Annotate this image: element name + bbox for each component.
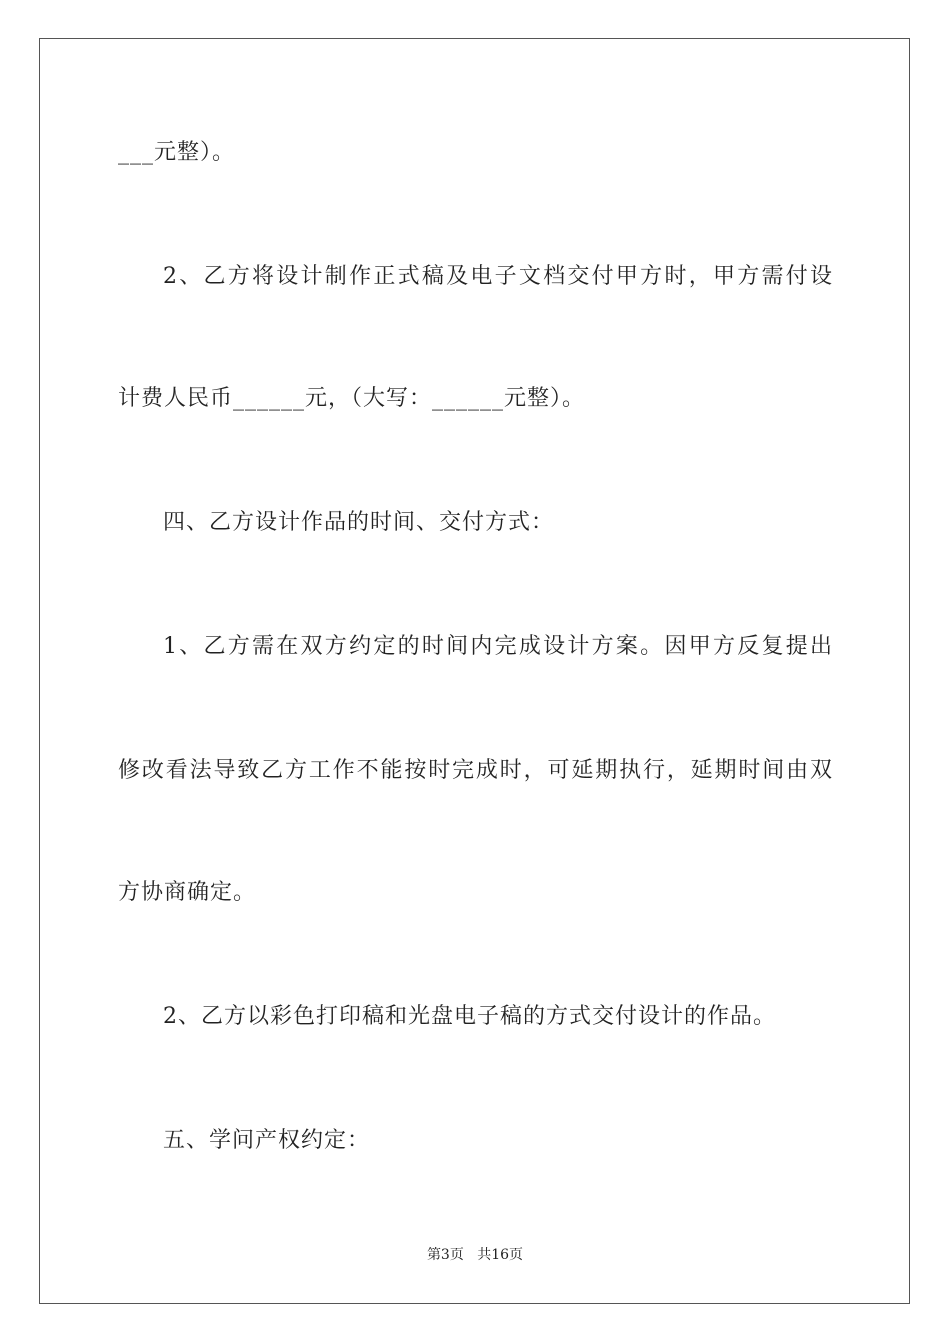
page-number: 第3页 xyxy=(426,1247,464,1263)
text-line: 1、乙方需在双方约定的时间内完成设计方案。因甲方反复提出 xyxy=(163,634,832,659)
section-heading: 五、学问产权约定： xyxy=(163,1128,371,1153)
text-line: ___元整）。 xyxy=(118,140,236,165)
text-line: 方协商确定。 xyxy=(118,880,257,905)
text-line: 计费人民币______元，（大写：______元整）。 xyxy=(118,386,586,411)
text-line: 2、乙方将设计制作正式稿及电子文档交付甲方时，甲方需付设 xyxy=(163,264,832,289)
text-line: 修改看法导致乙方工作不能按时完成时，可延期执行，延期时间由双 xyxy=(118,758,832,783)
text-line: 2、乙方以彩色打印稿和光盘电子稿的方式交付设计的作品。 xyxy=(163,1004,776,1029)
page-border xyxy=(39,38,910,1304)
page-total: 共16页 xyxy=(477,1247,524,1263)
section-heading: 四、乙方设计作品的时间、交付方式： xyxy=(163,510,555,535)
page-footer xyxy=(0,1246,950,1264)
